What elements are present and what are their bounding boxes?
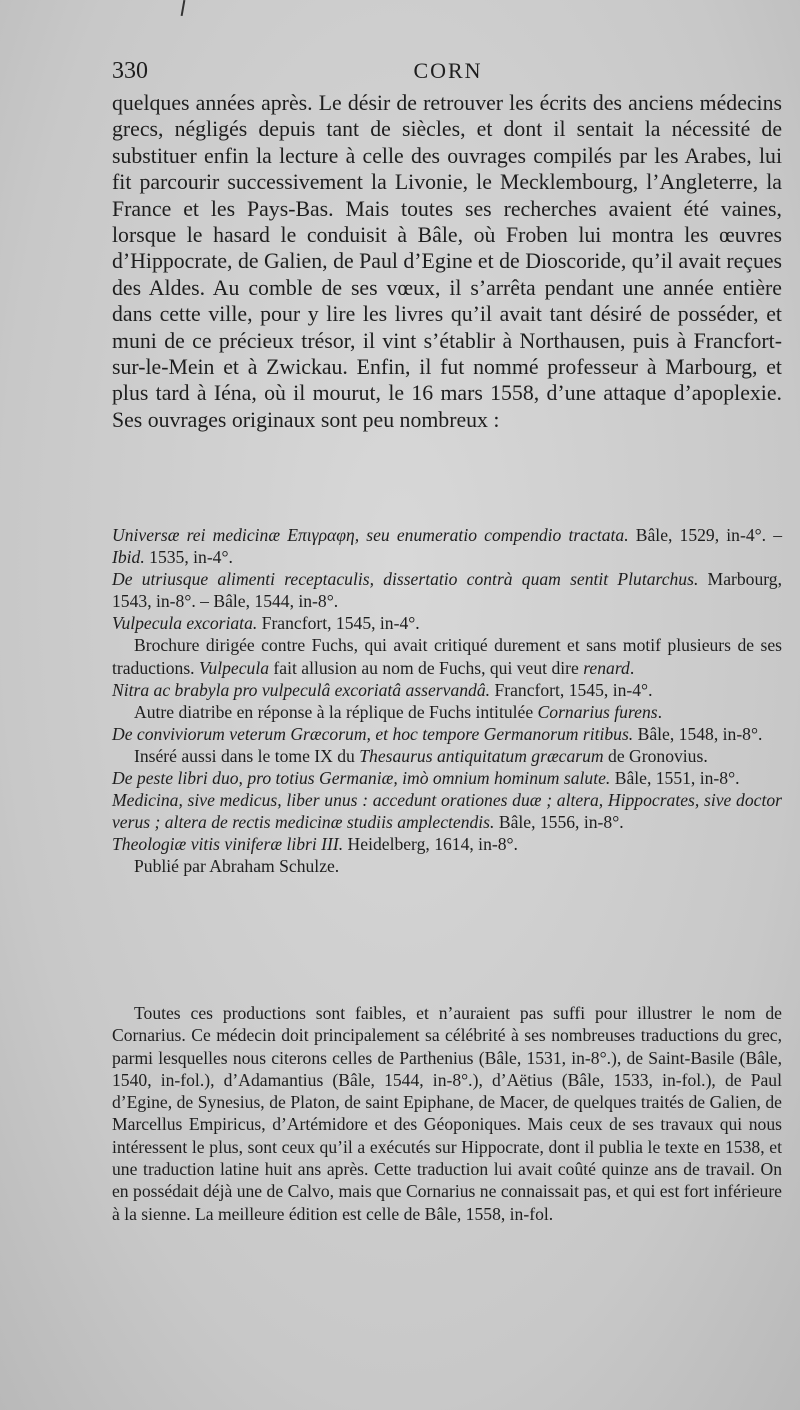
work-title: De conviviorum veterum Græcorum, et hoc tempore Germanorum ritibus. [112, 723, 634, 744]
note-text: Autre diatribe en réponse à la réplique de Fuchs intitulée [134, 701, 538, 722]
work-title: Universæ rei medicinæ Επιγραφη, seu enumeratio compendio tractata. [112, 525, 629, 545]
work-title: De peste libri duo, pro totius Germaniæ, imò omnium hominum salute. [112, 768, 611, 789]
bibliography-note [112, 634, 782, 678]
bibliography-entry [112, 833, 782, 855]
work-title: De utriusque alimenti receptaculis, dissertatio contrà quam sentit Plutarchus. [112, 569, 699, 590]
note-text: Inséré aussi dans le tome IX du [134, 745, 360, 766]
bibliography-entry [112, 568, 782, 612]
work-title: Theologiæ vitis viniferæ libri III. [112, 834, 344, 855]
note-text: fait allusion au nom de Fuchs, qui veut dire [269, 657, 584, 678]
bibliography-note [112, 855, 782, 877]
page-number: 330 [112, 58, 148, 84]
imprint: 1535, in-4°. [144, 547, 233, 568]
work-title: Ibid. [112, 547, 145, 568]
imprint: Bâle, 1529, in-4°. – [628, 525, 782, 545]
note-text: . [629, 657, 635, 678]
note-text: Publié par Abraham Schulze. [134, 856, 340, 877]
note-italic: Vulpecula [198, 657, 270, 678]
work-title: Medicina, sive medicus, liber unus : accedunt orationes duæ ; altera, Hippocrates, sive doctor verus ; altera de rectis medicinæ studiis amplectendis. [112, 790, 782, 833]
imprint: Marbourg, 1543, in-8°. – Bâle, 1544, in-8°. [112, 569, 782, 612]
running-header [112, 58, 784, 86]
note-italic: Cornarius furens [537, 701, 658, 722]
imprint: Bâle, 1551, in-8°. [610, 768, 740, 789]
imprint: Francfort, 1545, in-4°. [490, 679, 653, 700]
imprint: Francfort, 1545, in-4°. [257, 613, 420, 634]
imprint: Heidelberg, 1614, in-8°. [343, 834, 518, 855]
work-title: Nitra ac brabyla pro vulpeculâ excoriatâ asservandâ. [112, 679, 491, 700]
note-text: de Gronovius. [603, 745, 708, 766]
note-italic: renard [583, 657, 630, 678]
work-title: Vulpecula excoriata. [112, 613, 258, 634]
imprint: Bâle, 1556, in-8°. [494, 812, 624, 833]
bibliography-entry [112, 789, 782, 833]
running-title: CORN [413, 58, 483, 83]
closing-text [112, 1002, 782, 1225]
bibliography-entry [112, 679, 782, 701]
note-text: Brochure dirigée contre Fuchs, qui avait critiqué durement et sans motif plusieurs de ses traductions. [112, 635, 782, 678]
imprint: Bâle, 1548, in-8°. [633, 723, 763, 744]
main-text [112, 90, 782, 433]
bibliography-list [112, 524, 782, 878]
note-italic: Thesaurus antiquitatum græcarum [359, 745, 604, 766]
bibliography-entry [112, 524, 782, 568]
main-paragraph: quelques années après. Le désir de retrouver les écrits des anciens médecins grecs, négligés depuis tant de siècles, et dont il sentait la nécessité de substituer enfin la lecture à celle des ouvrages compilés par les Arabes, lui fit parcourir successivement la Livonie, le Mecklembourg, l’Angleterre, la France et les Pays-Bas. Mais toutes ses recherches avaient été vaines, lorsque le hasard le conduisit à Bâle, où Froben lui montra les œuvres d’Hippocrate, de Galien, de Paul d’Egine et de Dioscoride, qu’il avait reçues des Aldes. Au comble de ses vœux, il s’arrêta pendant une année entière dans cette ville, pour y lire les livres qu’il avait tant désiré de posséder, et muni de ce précieux trésor, il vint s’établir à Northausen, puis à Francfort-sur-le-Mein et à Zwickau. Enfin, il fut nommé professeur à Marbourg, et plus tard à Iéna, où il mourut, le 16 mars 1558, d’une attaque d’apoplexie. Ses ouvrages originaux sont peu nombreux : [112, 91, 782, 432]
note-text: . [657, 701, 663, 722]
ink-mark [181, 0, 186, 16]
closing-paragraph: Toutes ces productions sont faibles, et n’auraient pas suffi pour illustrer le nom de Cornarius. Ce médecin doit principalement sa célébrité à ses nombreuses traductions du grec, parmi lesquelles nous citerons celles de Parthenius (Bâle, 1531, in-8°.), de Saint-Basile (Bâle, 1540, in-fol.), d’Adamantius (Bâle, 1544, in-8°.), d’Aëtius (Bâle, 1533, in-fol.), de Paul d’Egine, de Synesius, de Platon, de saint Epiphane, de Macer, de quelques traités de Galien, de Marcellus Empiricus, d’Artémidore et des Géoponiques. Mais ceux de ses travaux qui nous intéressent le plus, sont ceux qu’il a exécutés sur Hippocrate, dont il publia le texte en 1538, et une traduction latine huit ans après. Cette traduction lui avait coûté quinze ans de travail. On en possédait déjà une de Calvo, mais que Cornarius ne connaissait pas, et qui est fort inférieure à la sienne. La meilleure édition est celle de Bâle, 1558, in-fol. [112, 1003, 782, 1224]
bibliography-entry [112, 612, 782, 634]
bibliography-note [112, 745, 782, 767]
bibliography-entry [112, 723, 782, 745]
bibliography-entry [112, 767, 782, 789]
bibliography-note [112, 701, 782, 723]
